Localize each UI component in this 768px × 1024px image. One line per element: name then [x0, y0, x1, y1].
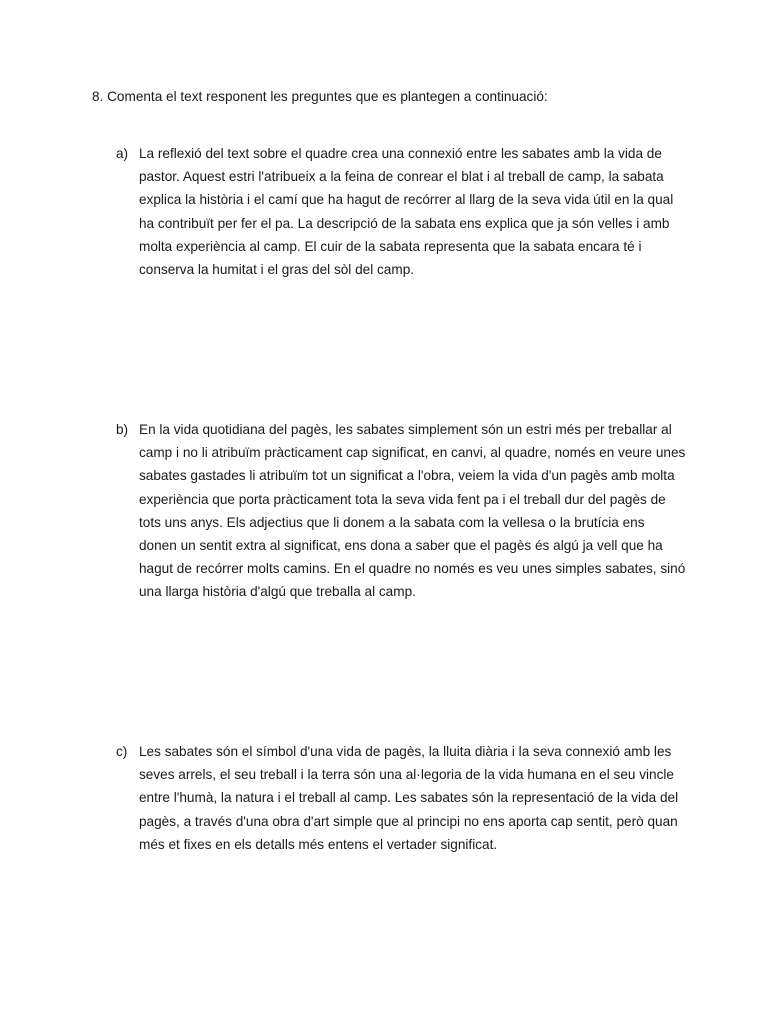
answer-a-marker: a) — [116, 146, 129, 161]
answer-c-marker: c) — [116, 744, 128, 759]
answer-b — [116, 418, 686, 604]
answer-b-text: En la vida quotidiana del pagès, les sabates simplement són un estri més per treballar al camp i no li atribuïm pràcticament cap significat, en canvi, al quadre, només en veure unes sabates gastades li atribuïm tot un significat a l'obra, veiem la vida d'un pagès amb molta experiència que porta pràcticament tota la seva vida fent pa i el treball dur del pagès de tots uns anys. Els adjectius que li donem a la sabata com la vellesa o la brutícia ens donen un sentit extra al significat, ens dona a saber que el pagès és algú ja vell que ha hagut de recórrer molts camins. En el quadre no només es veu unes simples sabates, sinó una llarga història d'algú que treballa al camp. — [139, 422, 686, 600]
answer-c-text: Les sabates són el símbol d'una vida de pagès, la lluita diària i la seva connexió amb les seves arrels, el seu treball i la terra són una al·legoria de la vida humana en el seu vincle entre l'humà, la natura i el treball al camp. Les sabates són la representació de la vida del pagès, a través d'una obra d'art simple que al principi no ens aporta cap sentit, però quan més et fixes en els detalls més entens el vertader significat. — [139, 744, 679, 852]
answer-a-text: La reflexió del text sobre el quadre crea una connexió entre les sabates amb la vida de pastor. Aquest estri l'atribueix a la feina de conrear el blat i al treball de camp, la sabata explica la història i el camí que ha hagut de recórrer al llarg de la seva vida útil en la qual ha contribuït per fer el pa. La descripció de la sabata ens explica que ja són velles i amb molta experiència al camp. El cuir de la sabata representa que la sabata encara té i conserva la humitat i el gras del sòl del camp. — [139, 146, 674, 278]
answer-b-marker: b) — [116, 422, 129, 437]
question-heading: 8. Comenta el text responent les preguntes que es plantegen a continuació: — [92, 89, 548, 104]
answer-a — [116, 142, 686, 281]
answer-c — [116, 740, 686, 856]
